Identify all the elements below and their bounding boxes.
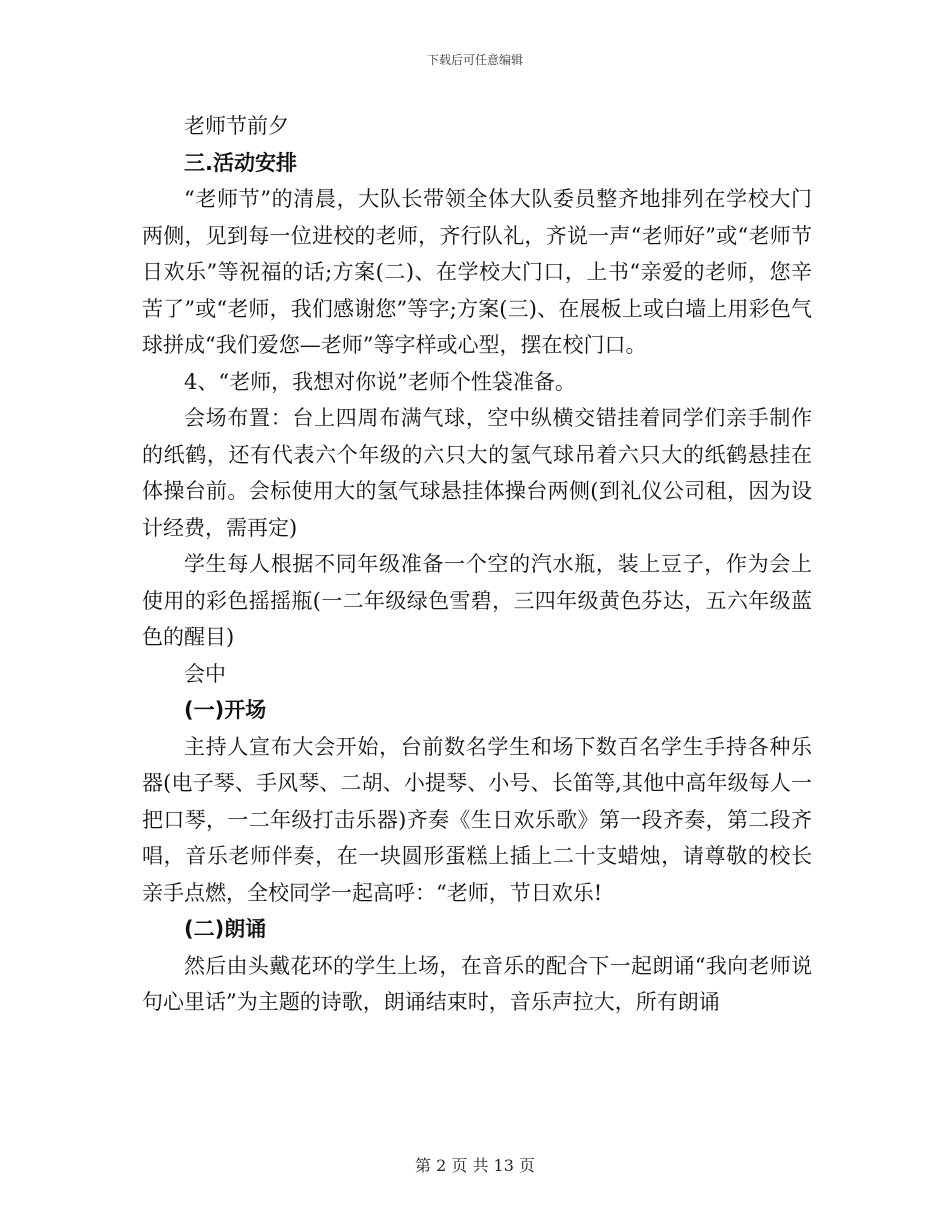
page-header: 下载后可任意编辑 bbox=[426, 53, 523, 67]
paragraph-morning-greeting: “老师节”的清晨，大队长带领全体大队委员整齐地排列在学校大门两侧，见到每一位进校的老师，齐行队礼，齐说一声“老师好”或“老师节日欢乐”等祝福的话;方案(二)、在学校大门口，上书“亲爱的老师，您辛苦了”或“老师，我们感谢您”等字;方案(三)、在展板上或白墙上用彩色气球拼成“我们爱您—老师”等字样或心型，摆在校门口。 bbox=[142, 187, 812, 357]
paragraph-opening-details: 主持人宣布大会开始，台前数名学生和场下数百名学生手持各种乐器(电子琴、手风琴、二胡、小提琴、小号、长笛等,其他中高年级每人一把口琴，一二年级打击乐器)齐奏《生日欢乐歌》第一段齐奏，第二段齐唱，音乐老师伴奏，在一块圆形蛋糕上插上二十支蜡烛，请尊敬的校长亲手点燃，全校同学一起高呼：“老师，节日欢乐! bbox=[142, 734, 812, 905]
heading-recitation: (二)朗诵 bbox=[184, 917, 267, 941]
paragraph-personal-bag: 4、“老师，我想对你说”老师个性袋准备。 bbox=[184, 369, 576, 394]
document-body bbox=[142, 108, 812, 1021]
paragraph-during-meeting: 会中 bbox=[184, 661, 226, 686]
paragraph-eve: 老师节前夕 bbox=[184, 114, 289, 138]
heading-activity-arrangement: 三.活动安排 bbox=[184, 150, 297, 175]
heading-opening: (一)开场 bbox=[184, 698, 267, 722]
paragraph-venue-setup: 会场布置：台上四周布满气球，空中纵横交错挂着同学们亲手制作的纸鹤，还有代表六个年级的六只大的氢气球吊着六只大的纸鹤悬挂在体操台前。会标使用大的氢气球悬挂体操台两侧(到礼仪公司租，因为设计经费，需再定) bbox=[142, 406, 812, 540]
page-footer: 第 2 页 共 13 页 bbox=[415, 1156, 535, 1175]
paragraph-shaker-bottles: 学生每人根据不同年级准备一个空的汽水瓶，装上豆子，作为会上使用的彩色摇摇瓶(一二年级绿色雪碧，三四年级黄色芬达，五六年级蓝色的醒目) bbox=[142, 552, 812, 649]
paragraph-recitation-details: 然后由头戴花环的学生上场，在音乐的配合下一起朗诵“我向老师说句心里话”为主题的诗歌，朗诵结束时，音乐声拉大，所有朗诵 bbox=[142, 953, 812, 1014]
